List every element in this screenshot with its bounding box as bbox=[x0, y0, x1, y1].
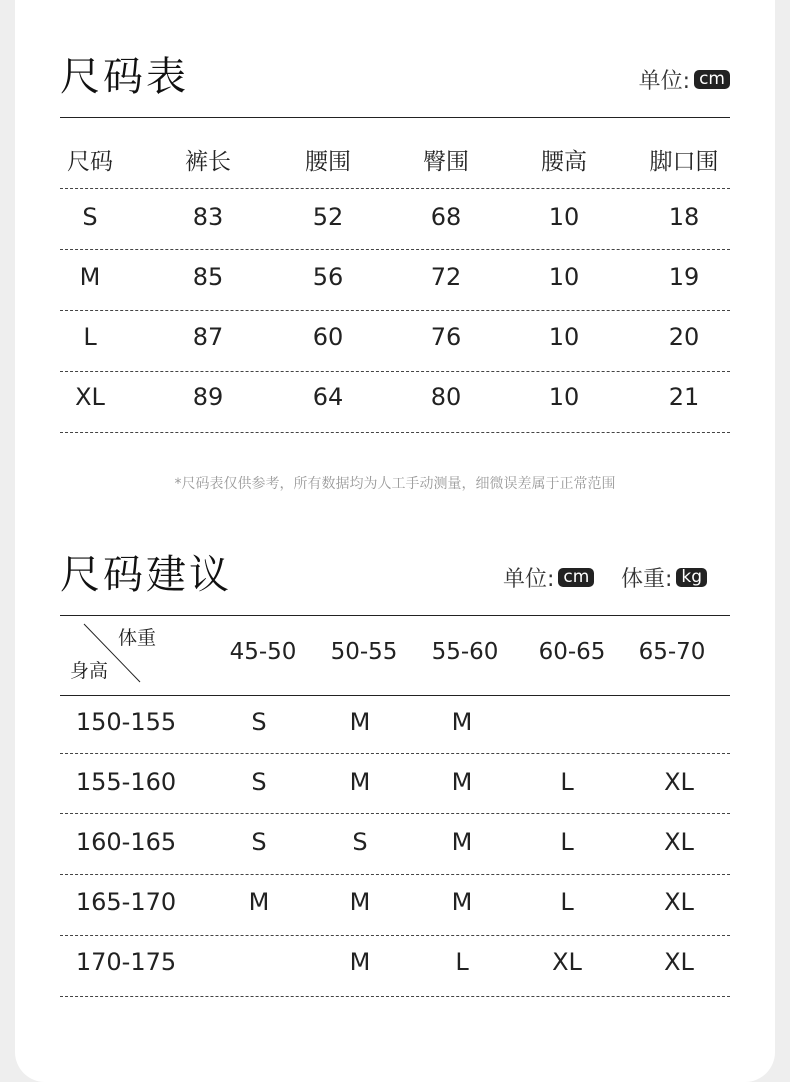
size-chart-header-cell: 臀围 bbox=[423, 149, 469, 175]
unit-badge: cm bbox=[558, 568, 594, 587]
recommended-size-cell: XL bbox=[664, 948, 694, 976]
recommended-size-cell: S bbox=[251, 708, 267, 736]
height-row-label: 170-175 bbox=[75, 948, 177, 976]
recommend-title: 尺码建议 bbox=[60, 552, 232, 598]
size-chart-row-divider bbox=[60, 371, 730, 372]
size-chart-row-divider bbox=[60, 249, 730, 250]
size-chart-header-cell: 裤长 bbox=[185, 149, 231, 175]
size-chart-cell: 18 bbox=[668, 203, 700, 231]
size-chart-cell: 72 bbox=[430, 263, 462, 291]
weight-header-cell: 45-50 bbox=[229, 639, 297, 665]
recommended-size-cell: L bbox=[560, 828, 574, 856]
size-chart-cell: 10 bbox=[548, 203, 580, 231]
corner-height-label: 身高 bbox=[70, 660, 109, 682]
recommend-row-divider bbox=[60, 753, 730, 754]
weight-header-cell: 55-60 bbox=[431, 639, 499, 665]
height-row-label: 150-155 bbox=[75, 708, 177, 736]
corner-weight-label: 体重 bbox=[118, 627, 157, 649]
recommend-row-divider bbox=[60, 813, 730, 814]
size-chart-cell: 20 bbox=[668, 323, 700, 351]
size-chart-cell: 52 bbox=[312, 203, 344, 231]
unit-label: 单位: bbox=[503, 567, 555, 592]
size-chart-unit bbox=[639, 64, 730, 95]
recommended-size-cell: M bbox=[248, 888, 270, 916]
size-chart-cell: M bbox=[79, 263, 101, 291]
size-chart-cell: 87 bbox=[192, 323, 224, 351]
size-chart-cell: 80 bbox=[430, 383, 462, 411]
size-chart-cell: 83 bbox=[192, 203, 224, 231]
size-chart-cell: 19 bbox=[668, 263, 700, 291]
size-chart-row-divider bbox=[60, 432, 730, 433]
recommend-row-divider bbox=[60, 996, 730, 997]
recommended-size-cell: L bbox=[560, 888, 574, 916]
size-chart-cell: L bbox=[83, 323, 97, 351]
recommended-size-cell: XL bbox=[552, 948, 582, 976]
recommend-row-divider bbox=[60, 935, 730, 936]
size-chart-header-cell: 腰围 bbox=[305, 149, 351, 175]
size-chart-cell: 21 bbox=[668, 383, 700, 411]
unit-label: 单位: bbox=[638, 69, 691, 94]
recommended-size-cell: S bbox=[251, 828, 267, 856]
size-chart-row-divider bbox=[60, 310, 730, 311]
recommended-size-cell: M bbox=[451, 768, 473, 796]
size-chart-cell: 10 bbox=[548, 323, 580, 351]
size-chart-header-cell: 腰高 bbox=[541, 149, 587, 175]
height-row-label: 155-160 bbox=[75, 768, 177, 796]
weight-badge: kg bbox=[676, 568, 707, 587]
recommend-weight-unit bbox=[621, 562, 707, 593]
size-chart-cell: 10 bbox=[548, 263, 580, 291]
recommended-size-cell: XL bbox=[664, 768, 694, 796]
weight-header-cell: 60-65 bbox=[538, 639, 606, 665]
recommended-size-cell: M bbox=[451, 888, 473, 916]
recommended-size-cell: L bbox=[455, 948, 469, 976]
recommend-header-rule bbox=[60, 695, 730, 696]
size-chart-title: 尺码表 bbox=[60, 54, 189, 100]
recommended-size-cell: M bbox=[349, 948, 371, 976]
recommended-size-cell: S bbox=[251, 768, 267, 796]
recommended-size-cell: XL bbox=[664, 888, 694, 916]
recommended-size-cell: M bbox=[451, 708, 473, 736]
size-chart-row-divider bbox=[60, 188, 730, 189]
size-chart-cell: 68 bbox=[430, 203, 462, 231]
size-chart-top-rule bbox=[60, 117, 730, 118]
size-chart-cell: 85 bbox=[192, 263, 224, 291]
recommended-size-cell: M bbox=[349, 768, 371, 796]
weight-header-cell: 65-70 bbox=[638, 639, 706, 665]
size-chart-cell: 89 bbox=[192, 383, 224, 411]
recommended-size-cell: M bbox=[451, 828, 473, 856]
recommended-size-cell: XL bbox=[664, 828, 694, 856]
height-row-label: 160-165 bbox=[75, 828, 177, 856]
recommended-size-cell: M bbox=[349, 888, 371, 916]
size-chart-cell: XL bbox=[75, 383, 105, 411]
size-chart-cell: 56 bbox=[312, 263, 344, 291]
size-chart-header-cell: 脚口围 bbox=[649, 149, 719, 175]
size-chart-header-cell: 尺码 bbox=[67, 149, 113, 175]
recommended-size-cell: S bbox=[352, 828, 368, 856]
size-chart-cell: 10 bbox=[548, 383, 580, 411]
recommended-size-cell: L bbox=[560, 768, 574, 796]
weight-header-cell: 50-55 bbox=[330, 639, 398, 665]
weight-label: 体重: bbox=[621, 567, 673, 592]
size-chart-cell: 76 bbox=[430, 323, 462, 351]
size-chart-note: *尺码表仅供参考，所有数据均为人工手动测量，细微误差属于正常范围 bbox=[174, 476, 616, 492]
size-chart-cell: 64 bbox=[312, 383, 344, 411]
recommend-row-divider bbox=[60, 874, 730, 875]
recommend-height-unit bbox=[503, 562, 594, 593]
unit-badge: cm bbox=[694, 70, 730, 89]
size-chart-cell: 60 bbox=[312, 323, 344, 351]
size-chart-cell: S bbox=[82, 203, 98, 231]
height-row-label: 165-170 bbox=[75, 888, 177, 916]
recommended-size-cell: M bbox=[349, 708, 371, 736]
